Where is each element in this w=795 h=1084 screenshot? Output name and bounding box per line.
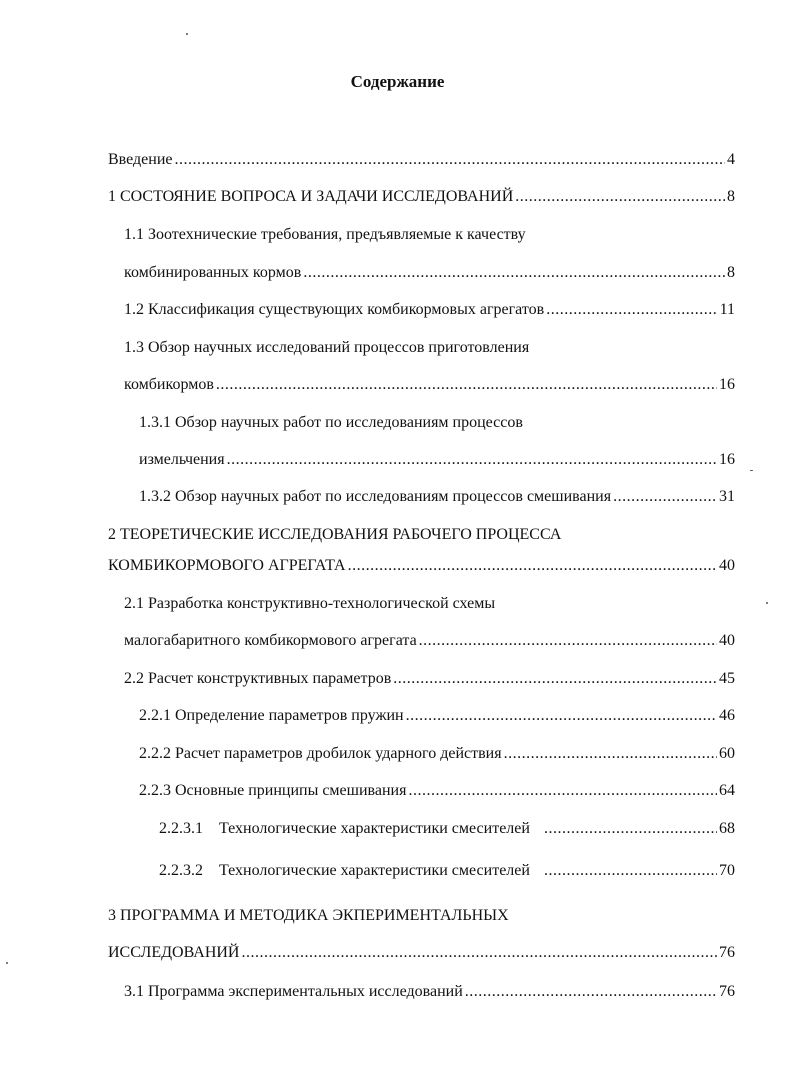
toc-entry-section-2-line1[interactable]: 2 ТЕОРЕТИЧЕСКИЕ ИССЛЕДОВАНИЯ РАБОЧЕГО ПРОЦЕССА <box>108 526 562 543</box>
toc-label: КОМБИКОРМОВОГО АГРЕГАТА <box>108 557 346 574</box>
toc-label: 2.2.3.2 Технологические характеристики смесителей <box>159 862 530 879</box>
leader-dots <box>406 706 717 726</box>
toc-page-number: 46 <box>719 707 735 724</box>
toc-entry-intro[interactable] <box>108 150 735 170</box>
toc-label: 1 СОСТОЯНИЕ ВОПРОСА И ЗАДАЧИ ИССЛЕДОВАНИЙ <box>108 188 514 205</box>
toc-entry-1-3-2[interactable] <box>139 487 735 507</box>
toc-entry-1-3[interactable] <box>124 375 735 395</box>
scan-speck <box>186 33 188 35</box>
page-title: Содержание <box>350 72 445 91</box>
leader-dots <box>419 631 717 651</box>
toc-label: измельчения <box>139 451 225 468</box>
toc-label: 1.2 Классификация существующих комбикормовых агрегатов <box>124 301 545 318</box>
scan-speck <box>766 602 768 604</box>
leader-dots <box>515 187 725 207</box>
toc-page-number: 16 <box>719 376 735 393</box>
scan-speck <box>6 962 8 964</box>
toc-entry-2-2-2[interactable] <box>139 744 735 764</box>
toc-entry-1-3-1-line1[interactable]: 1.3.1 Обзор научных работ по исследованиям процессов <box>139 414 523 431</box>
leader-dots <box>546 300 717 320</box>
toc-page-number: 76 <box>719 983 735 1000</box>
leader-dots <box>408 781 717 801</box>
toc-page-number: 40 <box>719 557 735 574</box>
leader-dots <box>544 861 717 881</box>
toc-entry-2-2-1[interactable] <box>139 706 735 726</box>
toc-entry-section-3-line1[interactable]: 3 ПРОГРАММА И МЕТОДИКА ЭКПЕРИМЕНТАЛЬНЫХ <box>108 907 509 924</box>
leader-dots <box>544 819 717 839</box>
toc-label: 2.2.3.1 Технологические характеристики смесителей <box>159 820 530 837</box>
leader-dots <box>504 744 717 764</box>
toc-entry-section-1[interactable] <box>108 187 735 207</box>
toc-entry-section-3[interactable] <box>108 943 735 963</box>
toc-label: 2.2 Расчет конструктивных параметров <box>124 670 392 687</box>
toc-entry-2-2[interactable] <box>124 669 735 689</box>
toc-label: ИССЛЕДОВАНИЙ <box>108 944 240 961</box>
toc-entry-2-1-line1[interactable]: 2.1 Разработка конструктивно-технологической схемы <box>124 595 496 612</box>
toc-entry-section-2[interactable] <box>108 556 735 576</box>
toc-label: малогабаритного комбикормового агрегата <box>124 632 417 649</box>
toc-page-number: 8 <box>727 264 735 281</box>
toc-entry-1-1[interactable] <box>124 263 735 283</box>
scan-speck <box>750 470 753 471</box>
toc-entry-2-2-3[interactable] <box>139 781 735 801</box>
toc-label: 3.1 Программа экспериментальных исследований <box>124 983 463 1000</box>
leader-dots <box>393 669 717 689</box>
toc-entry-1-3-1[interactable] <box>139 450 735 470</box>
leader-dots <box>348 556 717 576</box>
leader-dots <box>465 982 717 1002</box>
leader-dots <box>175 150 726 170</box>
toc-label: комбинированных кормов <box>124 264 302 281</box>
toc-page-number: 16 <box>719 451 735 468</box>
toc-page-number: 76 <box>719 944 735 961</box>
toc-entry-1-1-line1[interactable]: 1.1 Зоотехнические требования, предъявляемые к качеству <box>124 226 526 243</box>
toc-entry-2-2-3-1[interactable] <box>159 819 735 839</box>
toc-entry-1-3-line1[interactable]: 1.3 Обзор научных исследований процессов приготовления <box>124 339 530 356</box>
leader-dots <box>227 450 717 470</box>
leader-dots <box>613 487 717 507</box>
toc-page-number: 4 <box>727 151 735 168</box>
toc-page-number: 45 <box>719 670 735 687</box>
toc-page-number: 8 <box>727 188 735 205</box>
toc-entry-2-2-3-2[interactable] <box>159 861 735 881</box>
toc-page-number: 31 <box>719 488 735 505</box>
toc-label: 1.3.2 Обзор научных работ по исследованиям процессов смешивания <box>139 488 612 505</box>
toc-label: 2.2.1 Определение параметров пружин <box>139 707 404 724</box>
leader-dots <box>303 263 725 283</box>
toc-page-number: 70 <box>719 862 735 879</box>
toc-entry-3-1[interactable] <box>124 982 735 1002</box>
toc-page-number: 60 <box>719 745 735 762</box>
toc-page-number: 64 <box>719 782 735 799</box>
toc-entry-1-2[interactable] <box>124 300 735 320</box>
leader-dots <box>241 943 717 963</box>
toc-label: 2.2.2 Расчет параметров дробилок ударного действия <box>139 745 502 762</box>
toc-page-number: 68 <box>719 820 735 837</box>
toc-label: Введение <box>108 151 173 168</box>
leader-dots <box>216 375 717 395</box>
toc-page-number: 40 <box>719 632 735 649</box>
toc-label: комбикормов <box>124 376 214 393</box>
toc-page-number: 11 <box>719 301 735 318</box>
toc-entry-2-1[interactable] <box>124 631 735 651</box>
toc-label: 2.2.3 Основные принципы смешивания <box>139 782 407 799</box>
